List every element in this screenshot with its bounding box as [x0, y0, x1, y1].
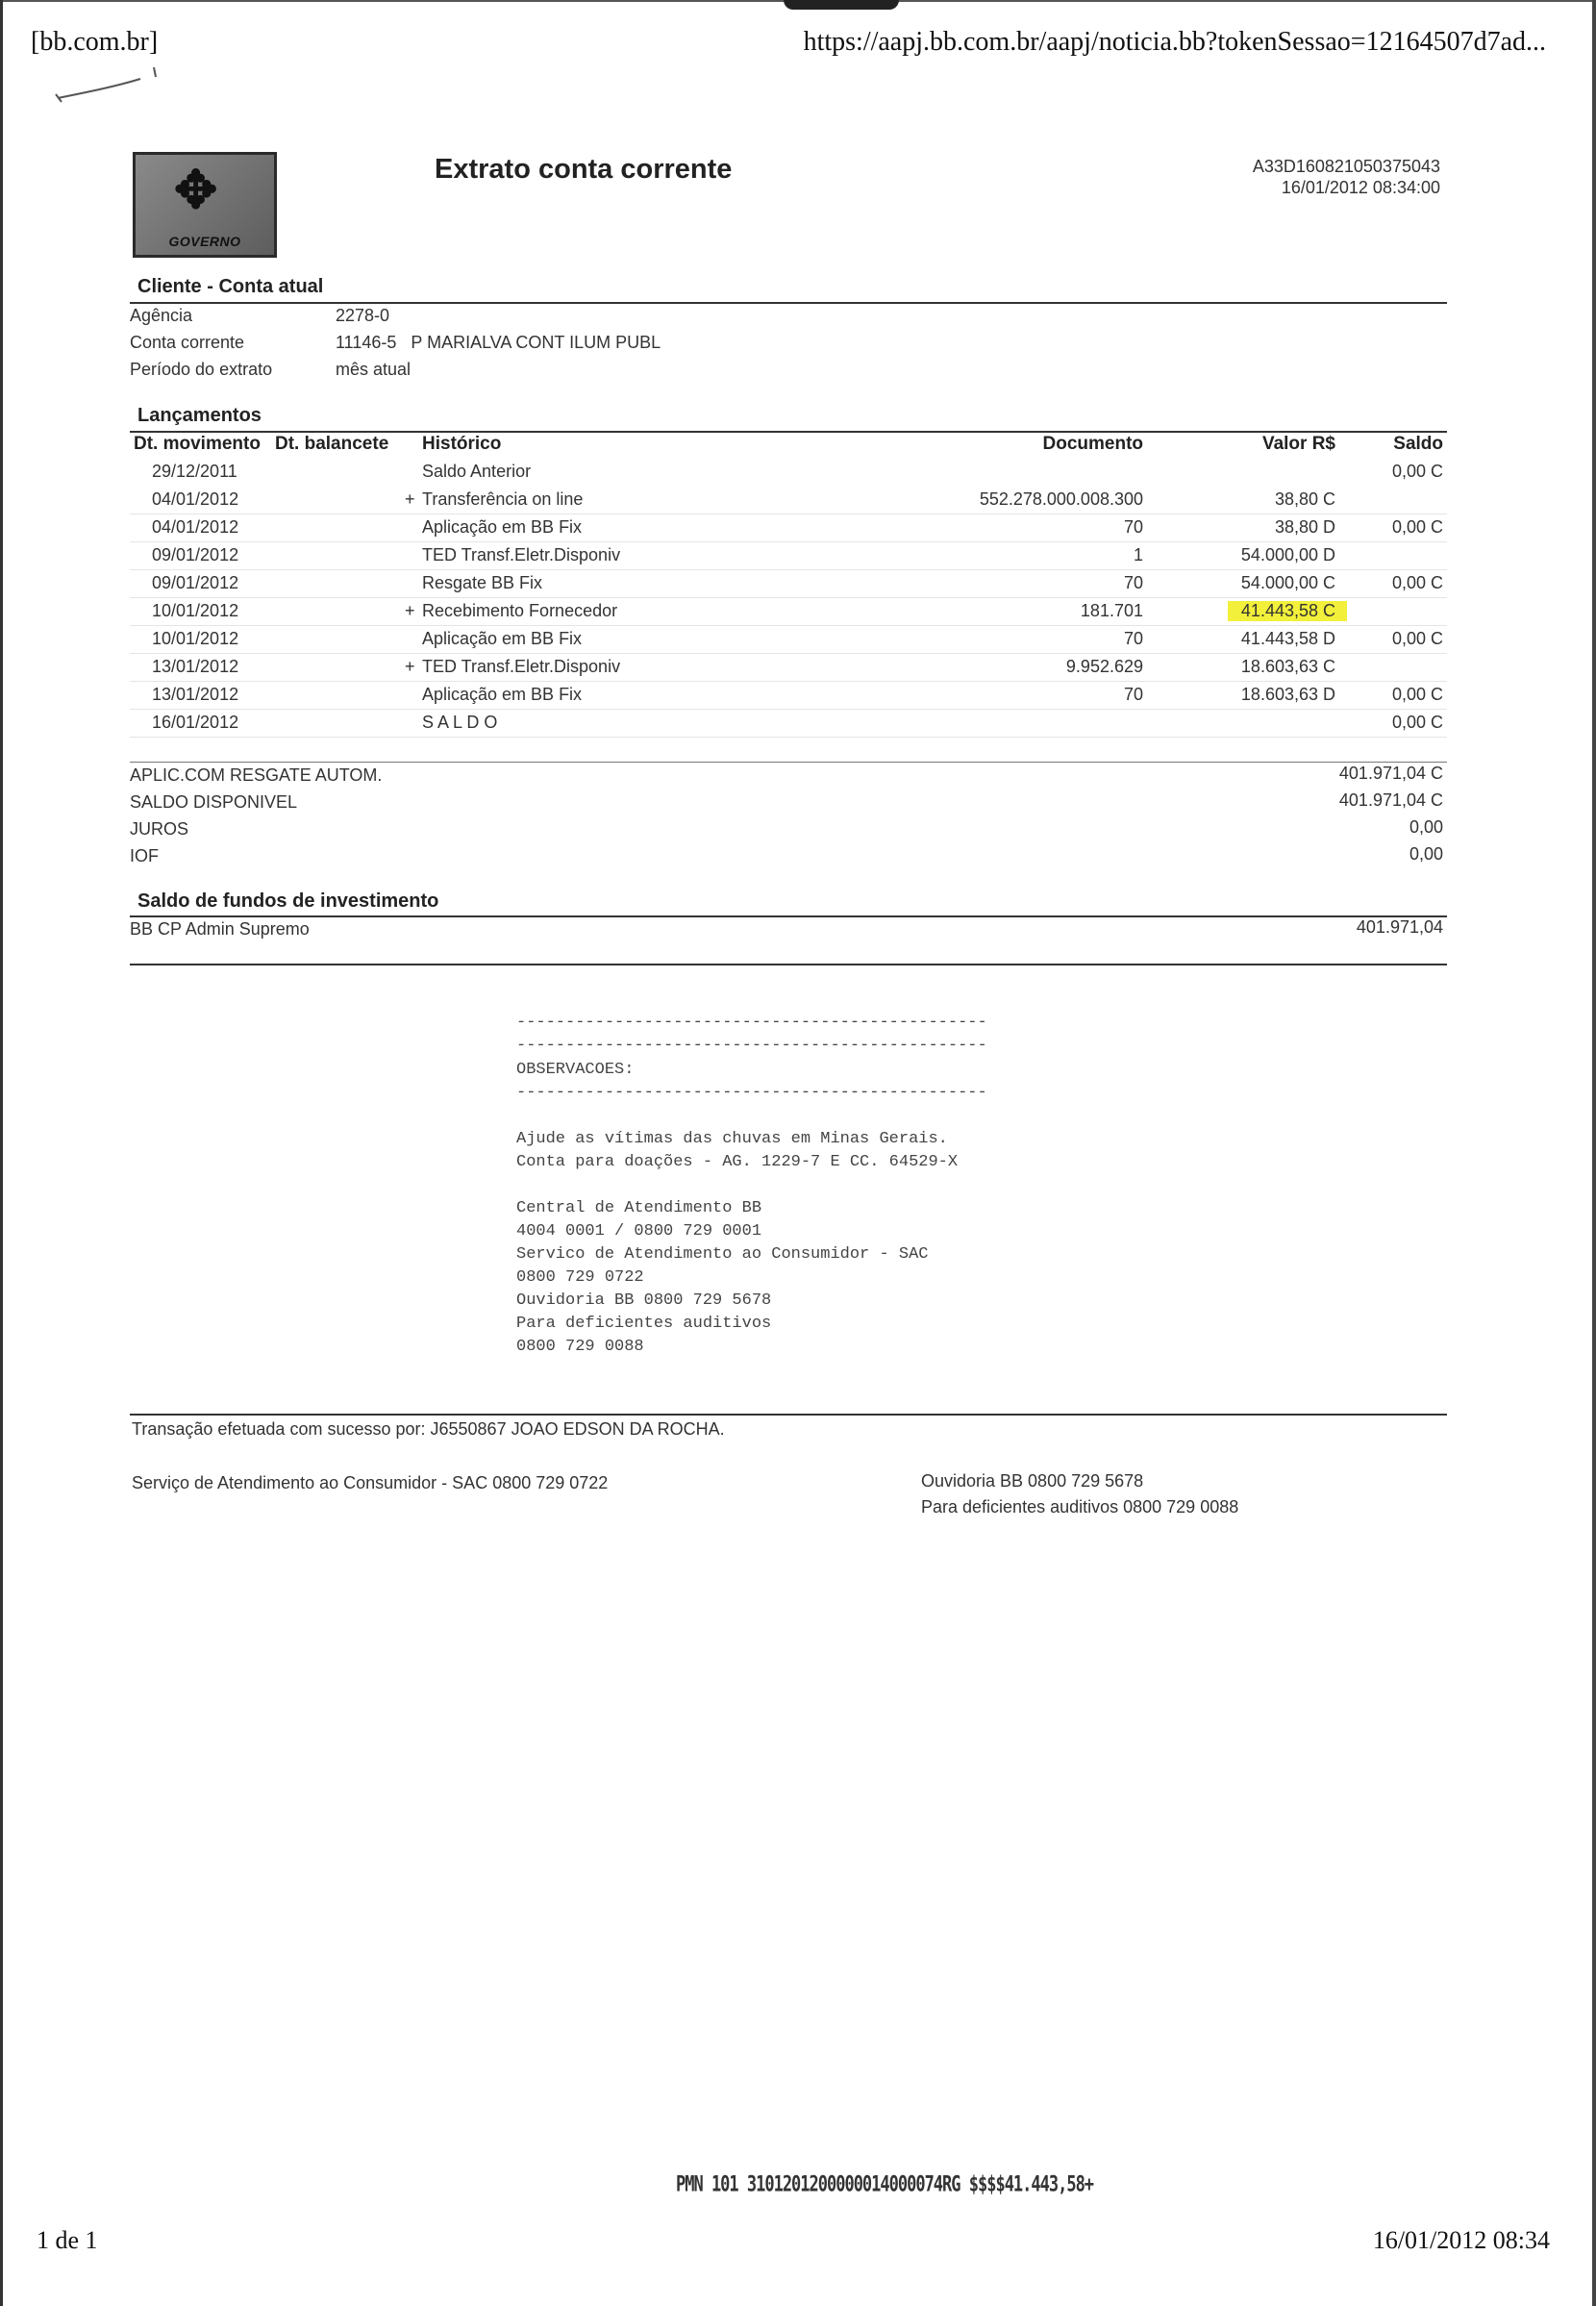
summary-value: 0,00 — [1409, 817, 1443, 837]
bb-governo-logo — [133, 152, 277, 258]
row-saldo: 0,00 C — [1391, 713, 1443, 732]
pen-mark — [48, 60, 163, 108]
row-historico: Aplicação em BB Fix — [422, 517, 583, 537]
row-divider — [130, 541, 1447, 542]
ouvidoria-text: Ouvidoria BB 0800 729 5678 — [921, 1471, 1144, 1491]
observation-line: Conta para doações - AG. 1229-7 E CC. 64529-X — [516, 1153, 959, 1171]
row-historico: Resgate BB Fix — [422, 573, 543, 592]
row-sign: + — [405, 489, 415, 509]
row-date: 29/12/2011 — [152, 462, 237, 481]
funds-rule — [130, 915, 1447, 917]
col-historico: Histórico — [422, 434, 502, 454]
row-date: 10/01/2012 — [152, 601, 239, 620]
observation-line: 0800 729 0088 — [516, 1338, 644, 1356]
col-saldo: Saldo — [1393, 434, 1443, 454]
funds-section-title: Saldo de fundos de investimento — [137, 890, 439, 912]
page-title: Extrato conta corrente — [435, 154, 733, 185]
row-documento: 70 — [1123, 629, 1143, 648]
funds-end-rule — [130, 964, 1447, 965]
row-saldo: 0,00 C — [1391, 573, 1443, 592]
row-historico: TED Transf.Eletr.Disponiv — [422, 657, 621, 676]
row-valor: 18.603,63 C — [1240, 657, 1335, 676]
footer-rule — [130, 1414, 1447, 1416]
entries-header-row — [0, 434, 1596, 462]
row-date: 10/01/2012 — [152, 629, 239, 648]
agencia-value: 2278-0 — [336, 306, 390, 325]
summary-label: JUROS — [130, 819, 189, 839]
row-divider — [130, 737, 1447, 738]
fund-value: 401.971,04 — [1356, 917, 1443, 937]
observation-line: Servico de Atendimento ao Consumidor - SAC — [516, 1245, 929, 1264]
periodo-label: Período do extrato — [130, 360, 273, 379]
deficientes-text: Para deficientes auditivos 0800 729 0088 — [921, 1497, 1239, 1516]
summary-value: 0,00 — [1409, 844, 1443, 864]
page-url[interactable]: https://aapj.bb.com.br/aapj/noticia.bb?tokenSessao=12164507d7ad... — [803, 27, 1546, 57]
obs-dashes-1: ------------------------------------------------ — [516, 1014, 987, 1032]
row-date: 16/01/2012 — [152, 713, 239, 732]
row-date: 09/01/2012 — [152, 545, 239, 564]
bb-symbol-icon: ✥ — [174, 162, 218, 219]
row-documento: 70 — [1123, 685, 1143, 704]
site-label: [bb.com.br] — [31, 27, 159, 57]
row-divider — [130, 709, 1447, 710]
row-valor: 54.000,00 C — [1240, 573, 1335, 592]
row-documento: 70 — [1123, 573, 1143, 592]
row-historico: Aplicação em BB Fix — [422, 629, 583, 648]
summary-label: APLIC.COM RESGATE AUTOM. — [130, 765, 383, 785]
row-date: 04/01/2012 — [152, 489, 239, 509]
observation-line: Central de Atendimento BB — [516, 1199, 762, 1217]
transaction-text: Transação efetuada com sucesso por: J6550867 JOAO EDSON DA ROCHA. — [132, 1419, 725, 1439]
ocr-line: PMN 101 3101201200000014000074RG $$$$41.443,58+ — [676, 2172, 1094, 2197]
row-historico: S A L D O — [422, 713, 498, 732]
row-divider — [130, 681, 1447, 682]
row-date: 13/01/2012 — [152, 657, 239, 676]
row-documento: 70 — [1123, 517, 1143, 537]
logo-text: GOVERNO — [168, 234, 241, 249]
row-sign: + — [405, 657, 415, 676]
row-valor: 41.443,58 D — [1240, 629, 1335, 648]
obs-title: OBSERVACOES: — [516, 1061, 635, 1079]
fund-name: BB CP Admin Supremo — [130, 919, 310, 939]
summary-label: SALDO DISPONIVEL — [130, 792, 298, 812]
page-border-right — [1592, 0, 1596, 2306]
entries-end-rule — [130, 762, 1447, 763]
page-counter: 1 de 1 — [37, 2226, 98, 2254]
col-documento: Documento — [1042, 434, 1143, 454]
row-date: 13/01/2012 — [152, 685, 239, 704]
conta-label: Conta corrente — [130, 333, 245, 352]
col-valor: Valor R$ — [1261, 434, 1335, 454]
row-date: 04/01/2012 — [152, 517, 239, 537]
document-code: A33D160821050375043 — [1252, 157, 1440, 176]
row-saldo: 0,00 C — [1391, 629, 1443, 648]
document-datetime: 16/01/2012 08:34:00 — [1281, 178, 1440, 197]
row-date: 09/01/2012 — [152, 573, 239, 592]
conta-value: 11146-5 P MARIALVA CONT ILUM PUBL — [336, 333, 661, 352]
page-border-left — [0, 0, 3, 2306]
row-valor: 38,80 D — [1274, 517, 1335, 537]
row-valor: 41.443,58 C — [1228, 601, 1347, 621]
row-documento: 9.952.629 — [1065, 657, 1143, 676]
row-divider — [130, 625, 1447, 626]
row-valor: 18.603,63 D — [1240, 685, 1335, 704]
row-divider — [130, 569, 1447, 570]
row-documento: 1 — [1133, 545, 1143, 564]
obs-dashes-2: ------------------------------------------------ — [516, 1037, 987, 1055]
sac-text: Serviço de Atendimento ao Consumidor - SAC 0800 729 0722 — [132, 1473, 609, 1492]
row-valor: 54.000,00 D — [1240, 545, 1335, 564]
summary-label: IOF — [130, 846, 159, 865]
observation-line: 0800 729 0722 — [516, 1268, 644, 1287]
observation-line: Ajude as vítimas das chuvas em Minas Gerais. — [516, 1130, 948, 1148]
row-historico: Recebimento Fornecedor — [422, 601, 618, 620]
client-section-title: Cliente - Conta atual — [137, 276, 324, 297]
observation-line: 4004 0001 / 0800 729 0001 — [516, 1222, 762, 1241]
client-rule — [130, 302, 1447, 304]
observation-line: Ouvidoria BB 0800 729 5678 — [516, 1291, 772, 1310]
observation-line: Para deficientes auditivos — [516, 1315, 772, 1333]
row-saldo: 0,00 C — [1391, 685, 1443, 704]
row-saldo: 0,00 C — [1391, 517, 1443, 537]
summary-value: 401.971,04 C — [1338, 764, 1443, 783]
row-sign: + — [405, 601, 415, 620]
print-datetime: 16/01/2012 08:34 — [1372, 2226, 1550, 2254]
row-documento: 552.278.000.008.300 — [979, 489, 1143, 509]
col-dt-movimento: Dt. movimento — [134, 434, 261, 454]
table-row — [0, 462, 1596, 489]
entries-section-title: Lançamentos — [137, 405, 262, 426]
entries-rule — [130, 431, 1447, 433]
row-divider — [130, 653, 1447, 654]
agencia-label: Agência — [130, 306, 193, 325]
row-historico: Aplicação em BB Fix — [422, 685, 583, 704]
row-saldo: 0,00 C — [1391, 462, 1443, 481]
col-dt-balancete: Dt. balancete — [275, 434, 389, 454]
row-divider — [130, 597, 1447, 598]
obs-dashes-3: ------------------------------------------------ — [516, 1084, 987, 1102]
document-id — [1253, 156, 1440, 198]
row-valor: 38,80 C — [1274, 489, 1335, 509]
scan-mark — [784, 0, 899, 10]
row-historico: Saldo Anterior — [422, 462, 532, 481]
row-historico: Transferência on line — [422, 489, 584, 509]
summary-value: 401.971,04 C — [1338, 790, 1443, 810]
periodo-value: mês atual — [336, 360, 411, 379]
row-historico: TED Transf.Eletr.Disponiv — [422, 545, 621, 564]
row-documento: 181.701 — [1080, 601, 1143, 620]
